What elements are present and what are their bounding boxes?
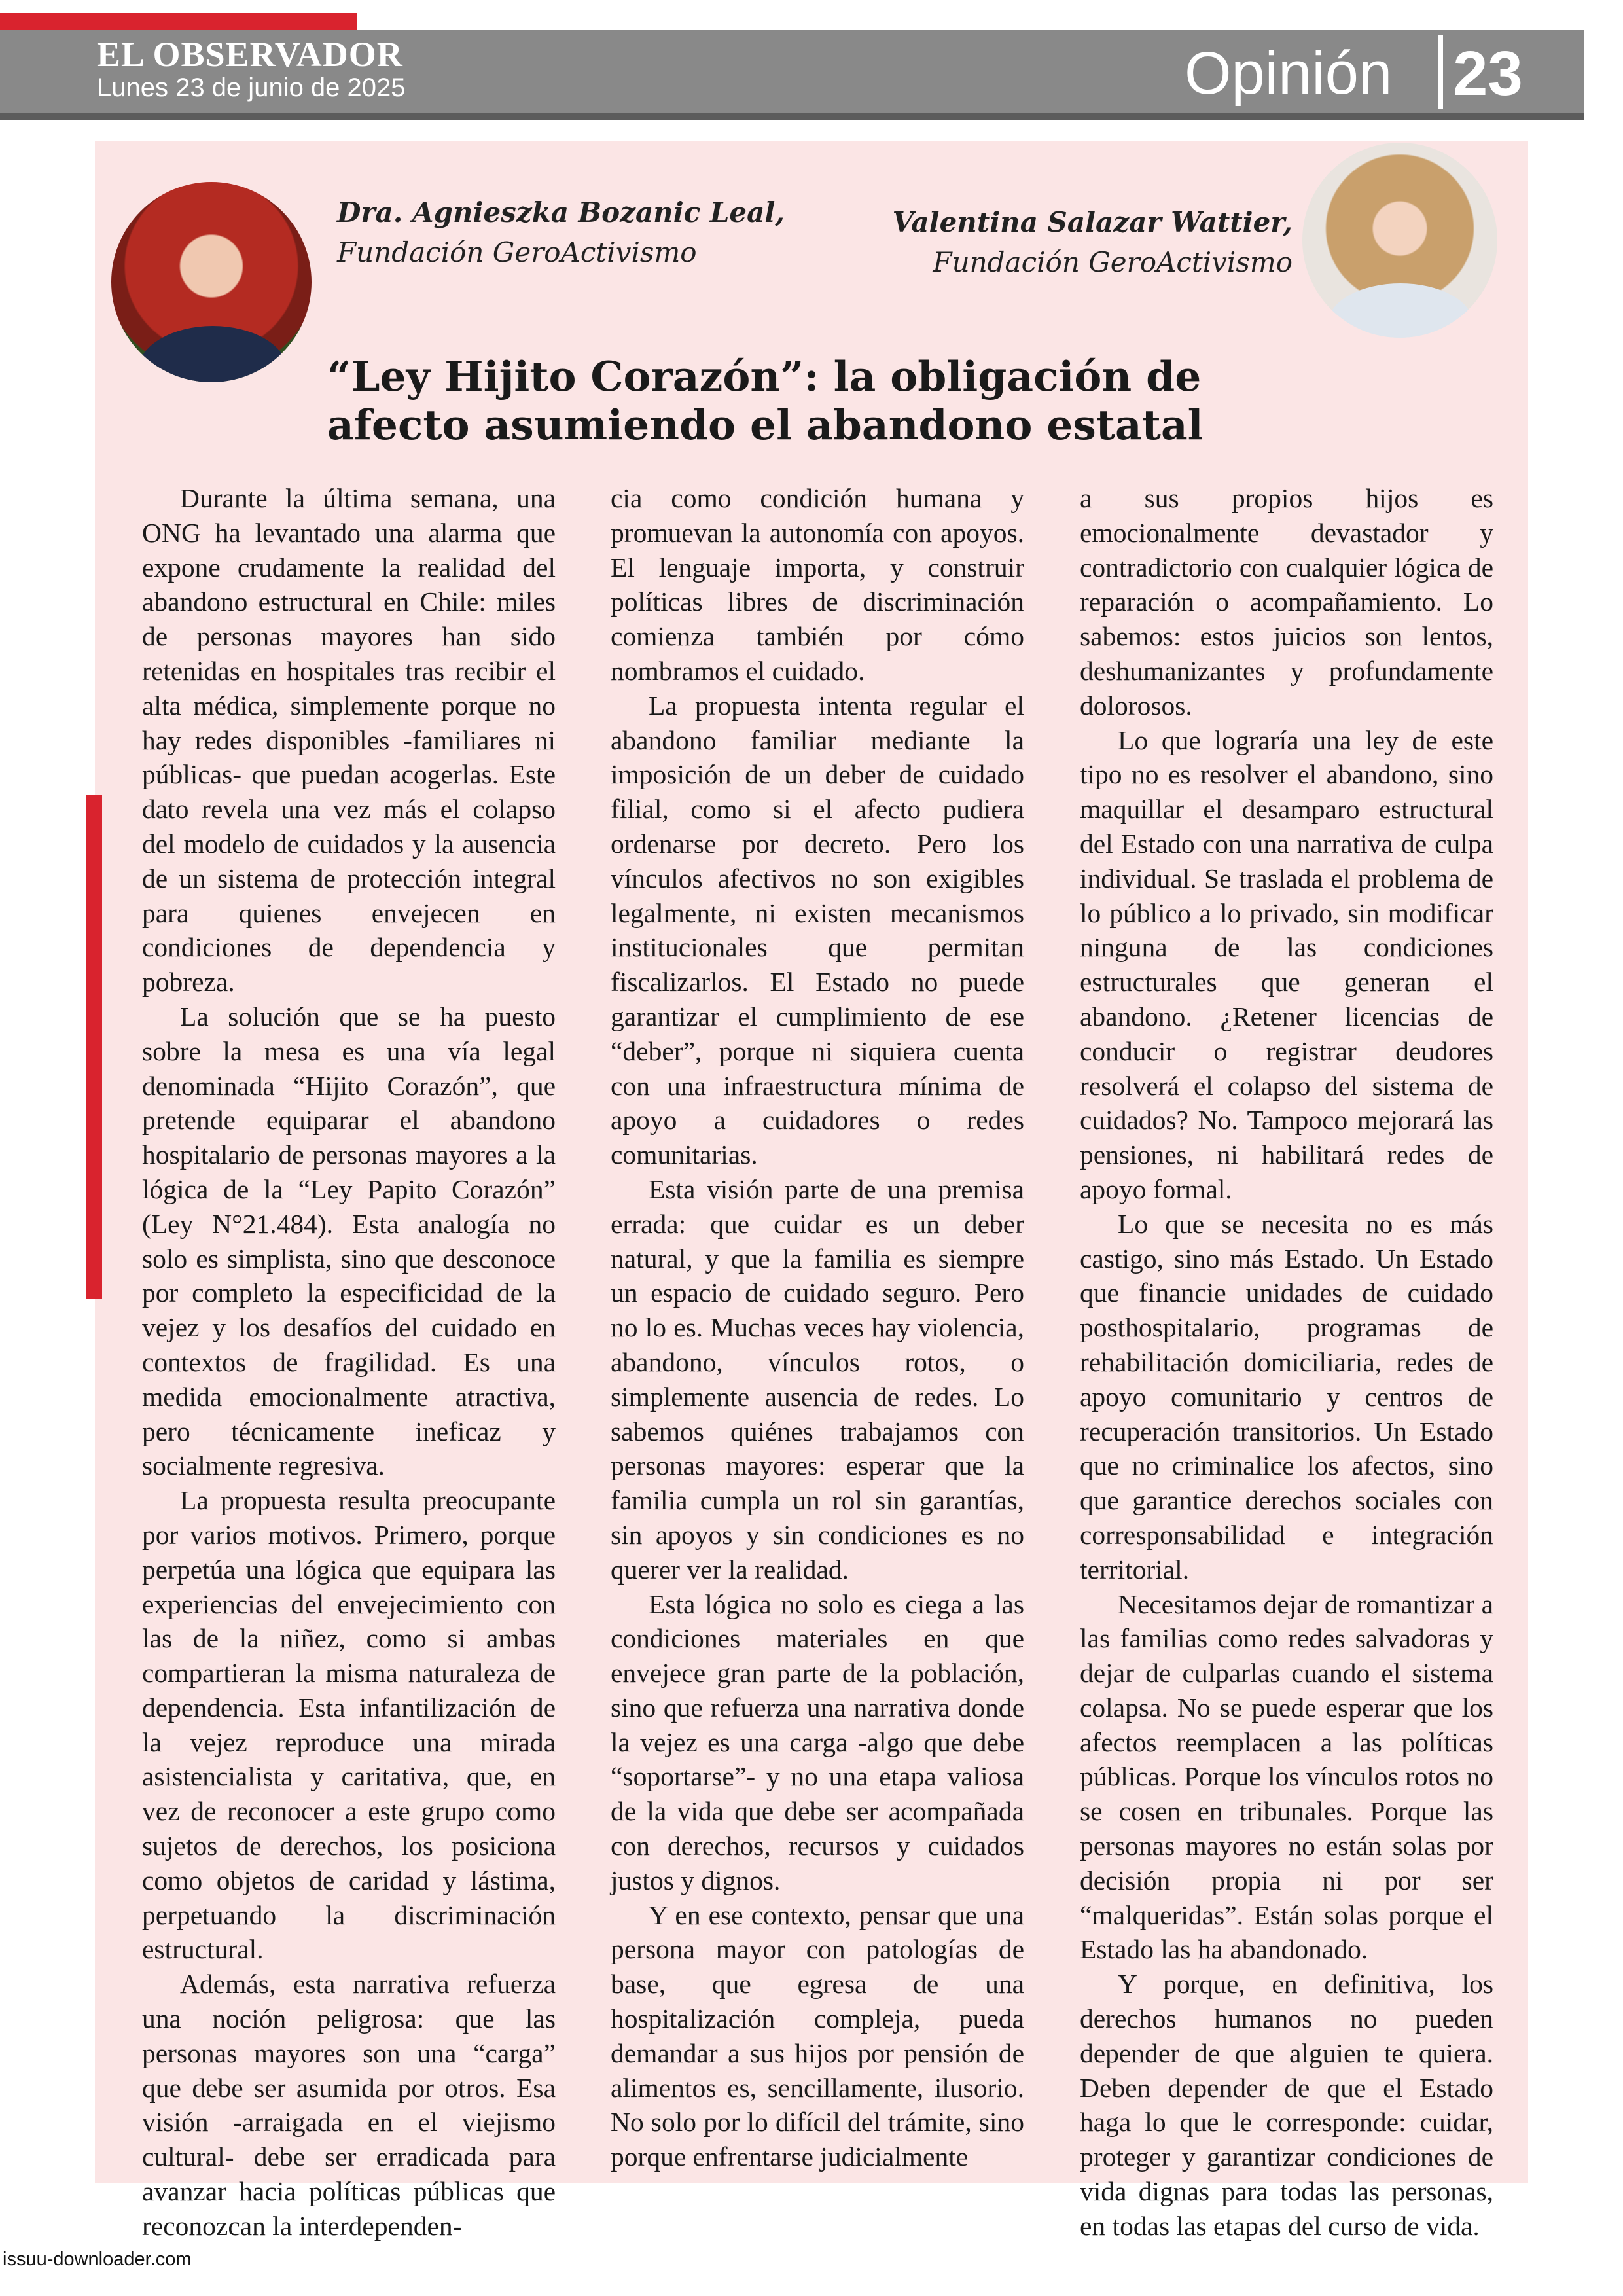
paragraph: Necesitamos dejar de romantizar a las familias como redes salvadoras y dejar de culparlas cuando el sistema colapsa. No se puede esperar que los afectos reemplacen a las políticas públicas. Porque los vínculos rotos no se cosen en tribunales. Porque las personas mayores no están solas por decisión propia ni por ser “malqueridas”. Están solas porque el Estado las ha abandonado. [1080,1588,1493,1965]
paragraph: Esta visión parte de una premisa errada: que cuidar es un deber natural, y que la familia es siempre un espacio de cuidado seguro. Pero no lo es. Muchas veces hay violencia, abandono, vínculos rotos, o simplemente ausencia de redes. Lo sabemos quiénes trabajamos con personas mayores: esperar que la familia cumpla un rol sin garantías, sin apoyos y sin condiciones es no querer ver la realidad. [611,1174,1024,1585]
article-column-1 [142,481,556,2244]
masthead-date: Lunes 23 de junio de 2025 [97,73,406,102]
author-byline-2 [893,206,1293,286]
author-photo-2 [1302,143,1497,338]
author-name-1: Dra. Agnieszka Bozanic Leal, [337,196,785,228]
author-byline-1 [337,196,785,276]
top-accent-bar [0,13,357,30]
paragraph: cia como condición humana y promuevan la autonomía con apoyos. El lenguaje importa, y construir políticas libres de discriminación comienza también por cómo nombramos el cuidado. [611,483,1024,686]
watermark: issuu-downloader.com [3,2249,192,2270]
page-number: 23 [1453,39,1523,109]
author-org-2: Fundación GeroActivismo [933,246,1293,278]
side-accent-mark [86,795,102,1299]
article-column-3 [1080,481,1493,2244]
article-column-2 [611,481,1024,2174]
page-number-divider [1438,35,1443,109]
paragraph: La propuesta intenta regular el abandono familiar mediante la imposición de un deber de cuidado filial, como si el afecto pudiera ordenarse por decreto. Pero los vínculos afectivos no son exigibles legalmente, ni existen mecanismos institucionales que permitan fiscalizarlos. El Estado no puede garantizar el cumplimiento de ese “deber”, porque ni siquiera cuenta con una infraestructura mínima de apoyo a cuidadores o redes comunitarias. [611,690,1024,1170]
paragraph: La solución que se ha puesto sobre la mesa es una vía legal denominada “Hijito Corazón”, que pretende equiparar el abandono hospitalario de personas mayores a la lógica de la “Ley Papito Corazón” (Ley N°21.484). Esta analogía no solo es simplista, sino que desconoce por completo la especificidad de la vejez y los desafíos del cuidado en contextos de fragilidad. Es una medida emocionalmente atractiva, pero técnicamente ineficaz y socialmente regresiva. [142,1001,556,1481]
author-name-2: Valentina Salazar Wattier, [892,206,1293,238]
paragraph: Además, esta narrativa refuerza una noción peligrosa: que las personas mayores son una “carga” que debe ser asumida por otros. Esa visión -arraigada en el viejismo cultural- debe ser erradicada para avanzar hacia políticas públicas que reconozcan la interdependen- [142,1969,556,2241]
section-name: Opinión [1185,40,1393,107]
paragraph: Lo que lograría una ley de este tipo no es resolver el abandono, sino maquillar el desamparo estructural del Estado con una narrativa de culpa individual. Se traslada el problema de lo público a lo privado, sin modificar ninguna de las condiciones estructurales que generan el abandono. ¿Retener licencias de conducir o registrar deudores resolverá el colapso del sistema de cuidados? No. Tampoco mejorará las pensiones, ni habilitará redes de apoyo formal. [1080,725,1493,1204]
paragraph: Esta lógica no solo es ciega a las condiciones materiales en que envejece gran parte de la población, sino que refuerza una narrativa donde la vejez es una carga -algo que debe “soportarse”- y no una etapa valiosa de la vida que debe ser acompañada con derechos, recursos y cuidados justos y dignos. [611,1588,1024,1895]
author-org-1: Fundación GeroActivismo [337,236,697,268]
paragraph: Lo que se necesita no es más castigo, sino más Estado. Un Estado que financie unidades de cuidado posthospitalario, programas de rehabilitación domiciliaria, redes de apoyo comunitario y centros de recuperación transitorios. Un Estado que no criminalice los afectos, sino que garantice derechos sociales con corresponsabilidad e integración territorial. [1080,1208,1493,1585]
masthead-name: EL OBSERVADOR [97,35,403,74]
article-headline: “Ley Hijito Corazón”: la obligación de afecto asumiendo el abandono estatal [327,352,1204,450]
paragraph: Durante la última semana, una ONG ha levantado una alarma que expone crudamente la realidad del abandono estructural en Chile: miles de personas mayores han sido retenidas en hospitales tras recibir el alta médica, simplemente porque no hay redes disponibles -familiares ni públicas- que puedan acogerlas. Este dato revela una vez más el colapso del modelo de cuidados y la ausencia de un sistema de protección integral para quienes envejecen en condiciones de dependencia y pobreza. [142,483,556,997]
author-photo-1 [111,182,312,382]
header-rule [0,113,1584,120]
paragraph: Y en ese contexto, pensar que una persona mayor con patologías de base, que egresa de una hospitalización compleja, pueda demandar a sus hijos por pensión de alimentos es, sencillamente, ilusorio. No solo por lo difícil del trámite, sino porque enfrentarse judicialmente [611,1899,1024,2172]
paragraph: Y porque, en definitiva, los derechos humanos no pueden depender de que alguien te quiera. Deben depender de que el Estado haga lo que le corresponde: cuidar, proteger y garantizar condiciones de vida dignas para todas las personas, en todas las etapas del curso de vida. [1080,1969,1493,2241]
paragraph: a sus propios hijos es emocionalmente devastador y contradictorio con cualquier lógica de reparación o acompañamiento. Lo sabemos: estos juicios son lentos, deshumanizantes y profundamente dolorosos. [1080,483,1493,721]
paragraph: La propuesta resulta preocupante por varios motivos. Primero, porque perpetúa una lógica que equipara las experiencias del envejecimiento con las de la niñez, como si ambas compartieran la misma naturaleza de dependencia. Esta infantilización de la vejez reproduce una mirada asistencialista y caritativa, que, en vez de reconocer a este grupo como sujetos de derechos, los posiciona como objetos de caridad y lástima, perpetuando la discriminación estructural. [142,1485,556,1965]
